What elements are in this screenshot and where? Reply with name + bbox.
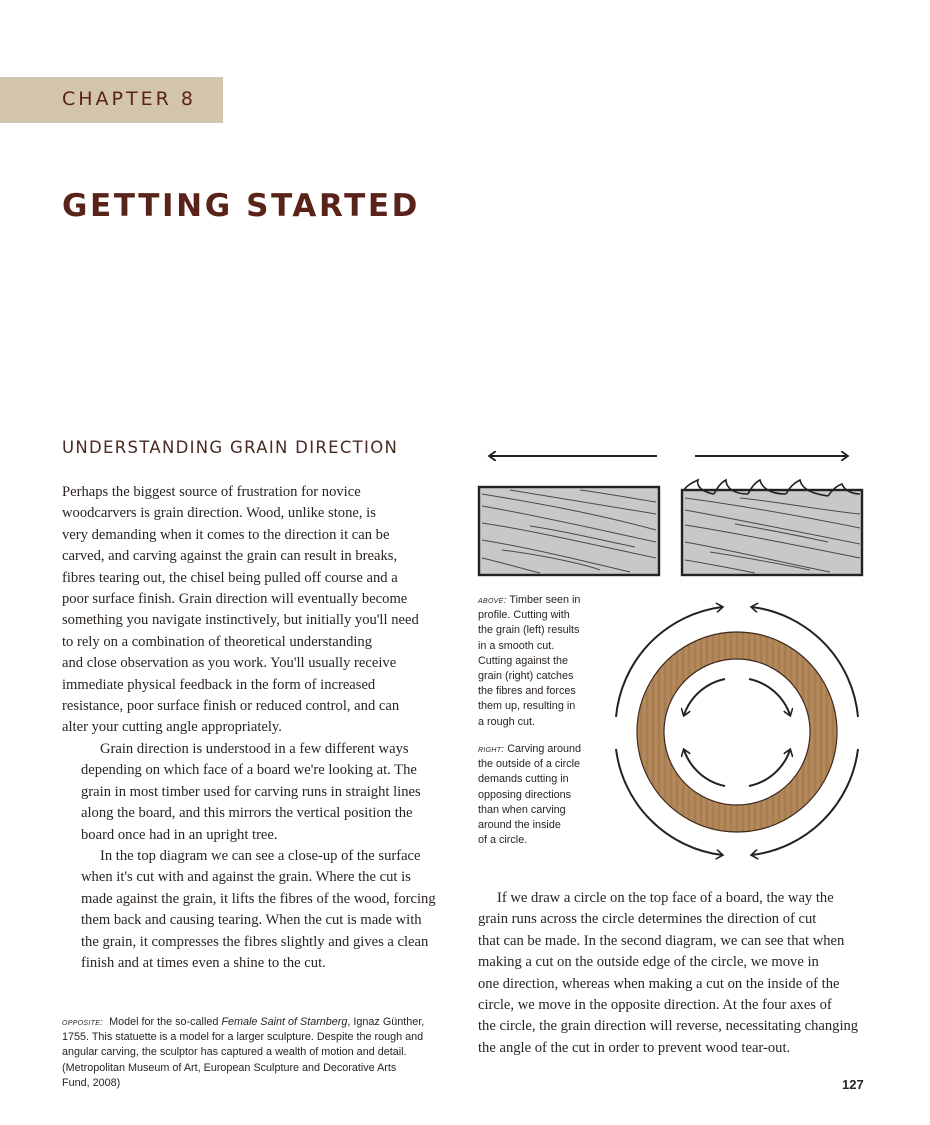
inner-arrow-bottom-right-icon — [749, 750, 790, 786]
caption-line: angular carving, the sculptor has captured a wealth of motion and detail. — [62, 1046, 407, 1059]
text-line: and close observation as you work. You'll usually receive — [62, 655, 397, 672]
wood-ring — [637, 632, 837, 832]
text-line: grain in most timber used for carving runs in straight lines — [81, 783, 421, 800]
text-line: them back and causing tearing. When the cut is made with — [81, 912, 422, 929]
caption-line: the fibres and forces — [478, 685, 576, 698]
text-line: If we draw a circle on the top face of a board, the way the — [497, 890, 834, 906]
text-line: In the top diagram we can see a close-up of the surface — [100, 847, 421, 864]
caption-line: (Metropolitan Museum of Art, European Sculpture and Decorative Arts — [62, 1061, 397, 1074]
text-line: depending on which face of a board we're looking at. The — [81, 762, 417, 779]
page-number: 127 — [842, 1077, 864, 1092]
caption-tag: opposite: — [62, 1017, 104, 1028]
caption-line: Timber seen in — [509, 594, 581, 606]
text-line: the grain, it compresses the fibres slightly and gives a clean — [81, 933, 429, 950]
caption-line: opposing directions — [478, 788, 572, 801]
caption-line: than when carving — [478, 803, 566, 816]
text-line: resistance, poor surface finish or reduced control, and can — [62, 698, 400, 715]
caption-text: Model for the so-called — [109, 1016, 222, 1028]
text-line: Perhaps the biggest source of frustration for novice — [62, 484, 361, 500]
caption-line: the grain (left) results — [478, 624, 580, 637]
text-line: the angle of the cut in order to prevent wood tear-out. — [478, 1039, 791, 1056]
text-line: something you navigate instinctively, but initially you'll need — [62, 612, 419, 629]
inner-arrow-top-right-icon — [749, 679, 790, 715]
caption-line: Carving around — [507, 743, 582, 755]
caption-line: of a circle. — [478, 834, 528, 847]
text-line: fibres tearing out, the chisel being pulled off course and a — [62, 569, 398, 586]
text-line: one direction, whereas when making a cut on the inside of the — [478, 975, 840, 992]
caption-line: demands cutting in — [478, 773, 569, 786]
caption-line: Fund, 2008) — [62, 1076, 121, 1089]
artwork-title: Female Saint of Starnberg — [221, 1016, 348, 1028]
left-body-column — [62, 482, 447, 974]
inner-arrow-top-left-icon — [684, 679, 725, 715]
caption-line: in a smooth cut. — [478, 639, 555, 652]
text-line: woodcarvers is grain direction. Wood, unlike stone, is — [62, 505, 376, 522]
text-line: along the board, and this mirrors the vertical position the — [81, 805, 413, 822]
caption-line: Cutting against the — [478, 654, 569, 667]
caption-right — [478, 742, 598, 848]
caption-line: the outside of a circle — [478, 758, 581, 771]
caption-text: , Ignaz Günther, — [347, 1016, 425, 1028]
timber-profile-figure — [470, 440, 870, 585]
text-line: board once had in an upright tree. — [81, 826, 278, 843]
text-line: circle, we move in the opposite direction. At the four axes of — [478, 997, 832, 1014]
text-line: when it's cut with and against the grain. Where the cut is — [81, 869, 411, 886]
text-line: the circle, the grain direction will reverse, necessitating changing — [478, 1018, 859, 1035]
caption-line: profile. Cutting with — [478, 609, 570, 622]
caption-line: them up, resulting in — [478, 700, 576, 713]
smooth-board — [479, 487, 659, 575]
text-line: making a cut on the outside edge of the circle, we move in — [478, 954, 819, 971]
text-line: alter your cutting angle appropriately. — [62, 719, 282, 736]
caption-line: 1755. This statuette is a model for a larger sculpture. Despite the rough and — [62, 1031, 424, 1044]
caption-line: a rough cut. — [478, 715, 536, 728]
section-heading: UNDERSTANDING GRAIN DIRECTION — [62, 438, 399, 457]
inner-arrow-bottom-left-icon — [684, 750, 725, 786]
paragraph-1 — [62, 482, 447, 739]
right-body-column — [478, 888, 873, 1059]
caption-line: grain (right) catches — [478, 670, 574, 683]
text-line: Grain direction is understood in a few different ways — [100, 740, 409, 757]
chapter-label: CHAPTER 8 — [62, 88, 196, 110]
page-title: GETTING STARTED — [62, 188, 420, 224]
caption-tag: above: — [478, 595, 507, 606]
paragraph-3 — [62, 846, 447, 974]
text-line: grain runs across the circle determines the direction of cut — [478, 911, 817, 928]
paragraph-2 — [62, 739, 447, 846]
text-line: that can be made. In the second diagram, we can see that when — [478, 932, 845, 949]
text-line: to rely on a combination of theoretical understanding — [62, 633, 373, 650]
text-line: very demanding when it comes to the direction it can be — [62, 526, 390, 543]
text-line: carved, and carving against the grain can result in breaks, — [62, 548, 398, 565]
text-line: poor surface finish. Grain direction will eventually become — [62, 591, 408, 608]
circle-grain-figure — [610, 597, 865, 862]
caption-tag: right: — [478, 744, 505, 755]
caption-above — [478, 593, 598, 730]
caption-opposite — [62, 1015, 457, 1091]
caption-line: around the inside — [478, 819, 561, 832]
text-line: finish and at times even a shine to the cut. — [81, 954, 326, 971]
text-line: made against the grain, it lifts the fibres of the wood, forcing — [81, 890, 436, 907]
text-line: immediate physical feedback in the form of increased — [62, 676, 376, 693]
rough-board — [682, 480, 862, 575]
paragraph-4 — [478, 888, 873, 1059]
